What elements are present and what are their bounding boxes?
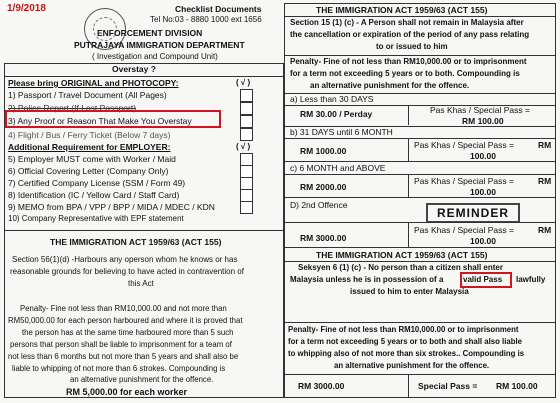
check-column-label-2: ( √ ): [236, 142, 251, 151]
row-b-pass-currency: RM: [538, 140, 552, 150]
right-bottom-fine: RM 3000.00: [298, 381, 345, 391]
right-bottom-penalty-line-2: for a term not exceeding 5 years or to both and shall also liable: [288, 337, 522, 346]
overstay-heading: Overstay ?: [112, 64, 156, 74]
employer-heading: Additional Requirement for EMPLOYER:: [8, 142, 171, 152]
employer-item-10: 10) Company Representative with EPF statement: [8, 214, 184, 223]
row-d-pass-currency: RM: [538, 225, 552, 235]
left-penalty-line-4: persons that person shall be liable to imprisonment for a team of: [10, 340, 232, 349]
check-column-label: ( √ ): [236, 78, 251, 87]
row-d-pass-label: Pas Khas / Special Pass =: [414, 225, 514, 235]
checklist-heading: Please bring ORIGINAL and PHOTOCOPY:: [8, 78, 179, 88]
right-top-penalty-line-2: for a term not exceeding 5 years or to both. Compounding is: [290, 69, 520, 78]
left-section-line-1: Section 56(1)(d) -Harbours any operson whom he knows or has: [12, 255, 238, 264]
row-a-pass-value: RM 100.00: [462, 116, 504, 126]
row-d-fine: RM 3000.00: [300, 233, 347, 243]
right-top-penalty-line-3: an alternative punishment for the offence.: [310, 81, 470, 90]
row-b-fine: RM 1000.00: [300, 146, 347, 156]
telephone: Tel No:03 - 8880 1000 ext 1656: [150, 15, 262, 24]
right-bottom-section-line-2a: Malaysia unless he is in possession of a: [290, 275, 444, 284]
valid-pass-text: valid Pass: [463, 275, 503, 284]
employer-item-6: 6) Official Covering Letter (Company Only): [8, 166, 169, 176]
right-bottom-pass-label: Special Pass =: [418, 381, 478, 391]
right-top-section-line-1: Section 15 (1) (c) - A Person shall not remain in Malaysia after: [290, 18, 524, 27]
left-penalty-line-6: liable to whipping of not more than 6 strokes. Compounding is: [12, 364, 226, 373]
row-a-label: a) Less than 30 DAYS: [290, 94, 374, 104]
checkbox-passport[interactable]: [240, 89, 253, 102]
row-c-pass-value: 100.00: [470, 187, 496, 197]
left-penalty-line-5: not less than 6 months but not more than 5 years and shall also be: [8, 352, 239, 361]
right-top-penalty-line-1: Penalty- Fine of not less than RM10,000.00 or to imprisonment: [290, 57, 527, 66]
left-penalty-line-2: RM50,000.00 for each person harboured and where it is proved that: [8, 316, 243, 325]
row-d-pass-value: 100.00: [470, 236, 496, 246]
row-c-pass-currency: RM: [538, 176, 552, 186]
left-penalty-line-3: the person has at the same time harboured more than 5 such: [22, 328, 234, 337]
checklist-item-police-report: 2) Police Report (If Lost Passport): [8, 103, 137, 113]
checkbox-ticket[interactable]: [240, 128, 253, 141]
checklist-item-ticket: 4) Flight / Bus / Ferry Ticket (Below 7 days): [8, 130, 171, 140]
employer-item-9: 9) MEMO from BPA / VPP / BPP / MIDA / MDEC / KDN: [8, 202, 215, 212]
employer-item-7: 7) Certified Company License (SSM / Form 49): [8, 178, 186, 188]
unit-name: ( Investigation and Compound Unit): [92, 52, 218, 61]
left-penalty-line-7: an alternative punishment for the offence.: [70, 375, 214, 384]
row-c-label: c) 6 MONTH and ABOVE: [290, 163, 386, 173]
checkbox-police-report[interactable]: [240, 102, 253, 115]
right-bottom-section-line-2b: lawfully: [516, 275, 546, 284]
row-b-pass-value: 100.00: [470, 151, 496, 161]
row-c-pass-label: Pas Khas / Special Pass =: [414, 176, 514, 186]
row-b-pass-label: Pas Khas / Special Pass =: [414, 140, 514, 150]
row-b-label: b) 31 DAYS until 6 MONTH: [290, 127, 393, 137]
division-name: ENFORCEMENT DIVISION: [97, 28, 203, 38]
right-bottom-penalty-line-1: Penalty- Fine of not less than RM10,000.00 or to imprisonment: [288, 325, 519, 334]
reminder-stamp: REMINDER: [426, 203, 520, 223]
left-section-line-2: reasonable grounds for believing to have acted in contravention of: [10, 267, 244, 276]
row-a-pass-label: Pas Khas / Special Pass =: [430, 105, 530, 115]
employer-item-5: 5) Employer MUST come with Worker / Maid: [8, 154, 176, 164]
right-bottom-pass-value: RM 100.00: [496, 381, 538, 391]
checkbox-proof[interactable]: [240, 115, 253, 128]
proof-highlight-box: [5, 110, 221, 128]
department-name: PUTRAJAYA IMMIGRATION DEPARTMENT: [74, 40, 245, 50]
document-date: 1/9/2018: [7, 3, 46, 14]
right-top-section-line-3: to or issued to him: [376, 42, 448, 51]
row-c-fine: RM 2000.00: [300, 182, 347, 192]
right-bottom-penalty-line-4: an alternative punishment for the offence.: [334, 361, 490, 370]
left-act-title: THE IMMIGRATION ACT 1959/63 (ACT 155): [50, 237, 222, 247]
right-bottom-act-title: THE IMMIGRATION ACT 1959/63 (ACT 155): [316, 250, 488, 260]
row-a-fine: RM 30.00 / Perday: [300, 109, 373, 119]
right-bottom-penalty-line-3: to whipping also of not more than six strokes.. Compounding is: [288, 349, 525, 358]
row-d-label: D) 2nd Offence: [290, 200, 348, 210]
checkbox-employer-9[interactable]: [240, 201, 253, 214]
employer-item-8: 8) Identification (IC / Yellow Card / Staff Card): [8, 190, 180, 200]
checklist-item-proof: 3) Any Proof or Reason That Make You Overstay: [8, 116, 192, 126]
valid-pass-highlight-box: [460, 272, 512, 288]
left-section-line-3: this Act: [128, 279, 154, 288]
checklist-item-passport: 1) Passport / Travel Document (All Pages): [8, 90, 167, 100]
right-top-section-line-2: the cancellation or expiration of the period of any pass relating: [290, 30, 530, 39]
right-top-act-title: THE IMMIGRATION ACT 1959/63 (ACT 155): [316, 5, 488, 15]
checklist-title: Checklist Documents: [175, 4, 262, 14]
right-bottom-section-line-1: Seksyen 6 (1) (c) - No person than a citizen shall enter: [298, 263, 503, 272]
right-bottom-section-line-3: issued to him to enter Malaysia: [350, 287, 469, 296]
left-compound-amount: RM 5,000.00 for each worker: [66, 387, 188, 397]
left-penalty-line-1: Penalty- Fine not less than RM10,000.00 and not more than: [20, 304, 227, 313]
